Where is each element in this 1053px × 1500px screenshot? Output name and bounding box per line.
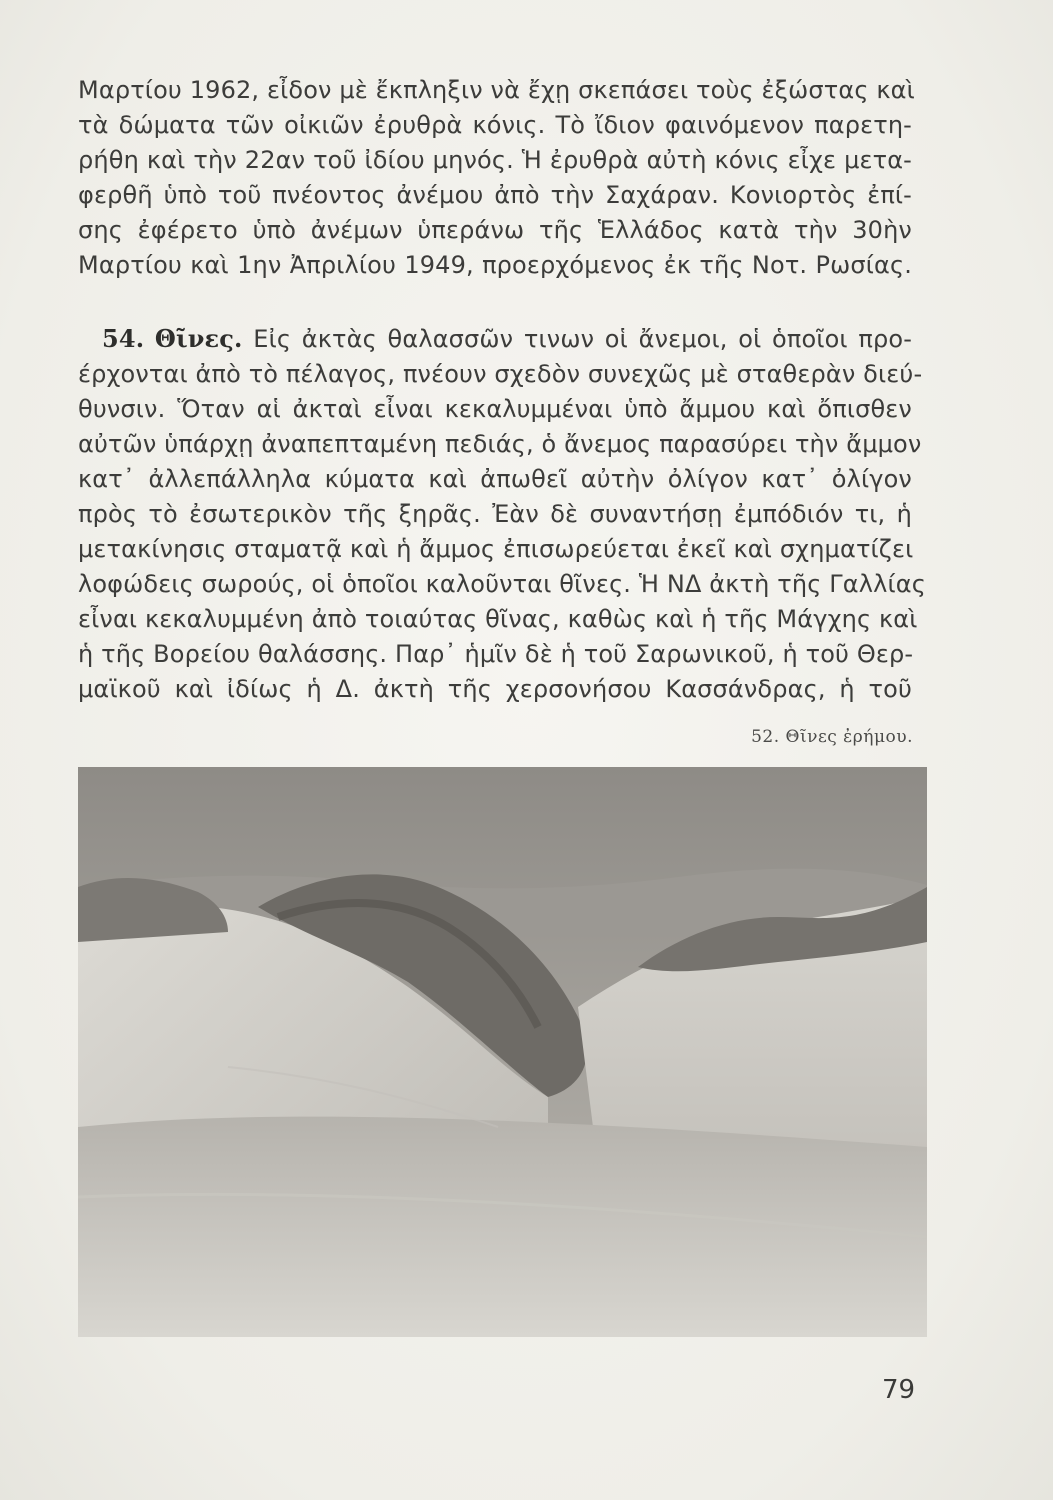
text-line: Μαρτίου καὶ 1ην Ἀπριλίου 1949, προερχόμενος ἐκ τῆς Νοτ. Ρωσίας. [78,251,912,279]
figure-caption: 52. Θῖνες ἐρήμου. [751,727,913,747]
text-line: ἡ τῆς Βορείου θαλάσσης. Παρ᾽ ἡμῖν δὲ ἡ τοῦ Σαρωνικοῦ, ἡ τοῦ Θερ- [78,640,914,668]
text-line: λοφώδεις σωρούς, οἱ ὁποῖοι καλοῦνται θῖνες. Ἡ ΝΔ ἀκτὴ τῆς Γαλλίας [78,570,926,598]
text-line: έρχονται ἀπὸ τὸ πέλαγος, πνέουν σχεδὸν συνεχῶς μὲ σταθερὰν διεύ- [78,360,923,388]
text-line: τὰ δώματα τῶν οἰκιῶν ἐρυθρὰ κόνις. Τὸ ἴδιον φαινόμενον παρετη- [78,111,912,139]
text-line: εἶναι κεκαλυμμένη ἀπὸ τοιαύτας θῖνας, καθὼς καὶ ἡ τῆς Μάγχης καὶ [78,605,918,633]
paragraph-continuation [78,68,915,279]
text-line: μετακίνησις σταματᾷ καὶ ἡ ἄμμος ἐπισωρεύεται ἐκεῖ καὶ σχηματίζει [78,535,914,563]
dunes-photo-illustration [78,767,927,1337]
section-first-line-text: Εἰς ἀκτὰς θαλασσῶν τινων οἱ ἄνεμοι, οἱ ὁποῖοι προ- [253,325,913,353]
page-number: 79 [882,1375,916,1405]
text-line: σης ἐφέρετο ὑπὸ ἀνέμων ὑπεράνω τῆς Ἑλλάδος κατὰ τὴν 30ὴν [78,216,912,244]
text-line: Μαρτίου 1962, εἶδον μὲ ἔκπληξιν νὰ ἔχῃ σκεπάσει τοὺς ἐξώστας καὶ [78,76,915,104]
text-line: αὐτῶν ὑπάρχῃ ἀναπεπταμένη πεδιάς, ὁ ἄνεμος παρασύρει τὴν ἄμμον [78,430,922,458]
section-title: Θῖνες. [154,324,243,353]
text-line: μαϊκοῦ καὶ ἰδίως ἡ Δ. ἀκτὴ τῆς χερσονήσου Κασσάνδρας, ἡ τοῦ [78,675,912,703]
text-line: κατ᾽ ἀλλεπάλληλα κύματα καὶ ἀπωθεῖ αὐτὴν ὀλίγον κατ᾽ ὀλίγον [78,465,912,493]
section-first-line [102,322,912,356]
section-54 [78,322,926,703]
text-line: ρήθη καὶ τὴν 22αν τοῦ ἰδίου μηνός. Ἡ ἐρυθρὰ αὐτὴ κόνις εἶχε μετα- [78,146,912,174]
text-line: θυνσιν. Ὅταν αἱ ἀκταὶ εἶναι κεκαλυμμέναι ὑπὸ ἄμμου καὶ ὄπισθεν [78,395,912,423]
text-line: πρὸς τὸ ἐσωτερικὸν τῆς ξηρᾶς. Ἐὰν δὲ συναντήσῃ ἐμπόδιόν τι, ἡ [78,500,912,528]
text-line: φερθῆ ὑπὸ τοῦ πνέοντος ἀνέμου ἀπὸ τὴν Σαχάραν. Κονιορτὸς ἐπί- [78,181,912,209]
dunes-photograph [78,767,927,1337]
section-number: 54. [102,324,145,353]
